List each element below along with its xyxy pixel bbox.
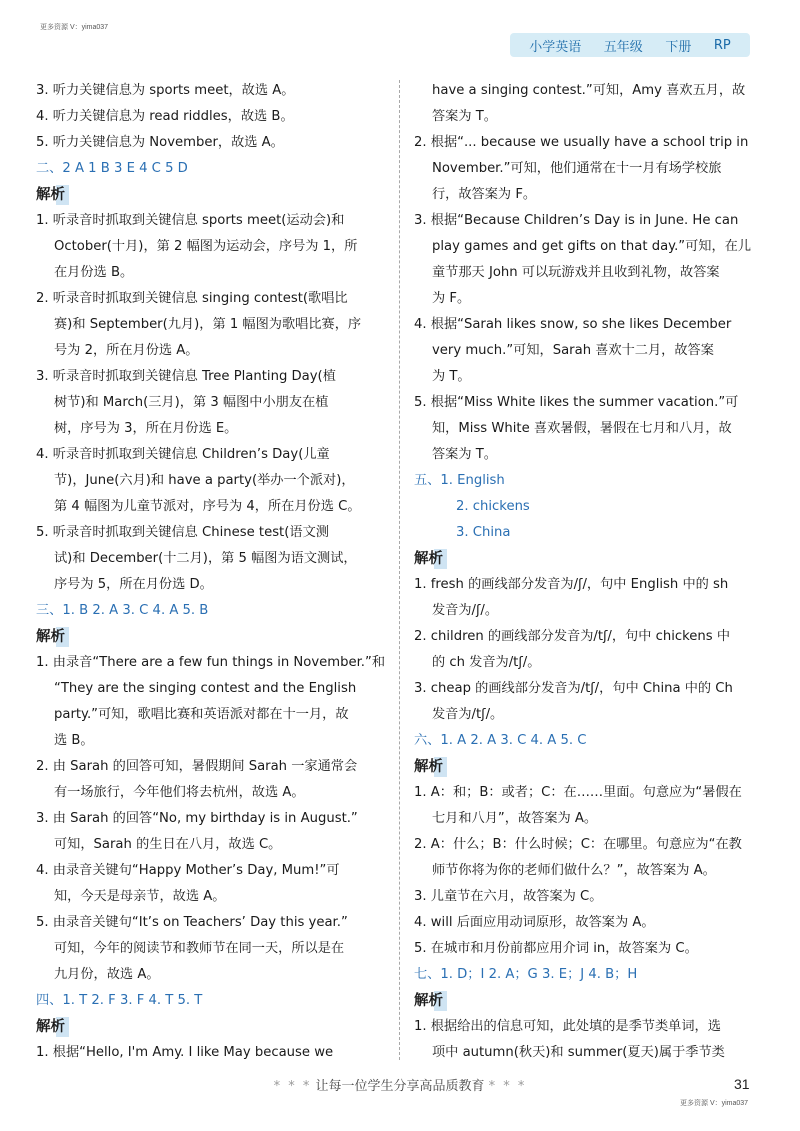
badge-subject: 小学英语 [529, 39, 582, 55]
analysis-line: 号为 2，所在月份选 A。 [54, 343, 199, 358]
analysis-label: 解析 [36, 185, 69, 205]
analysis-line: 2. A：什么；B：什么时候；C：在哪里。句意应为“在教 [414, 837, 742, 852]
answer-line: 5. 听力关键信息为 November，故选 A。 [36, 135, 284, 150]
analysis-line: 答案为 T。 [432, 109, 497, 124]
footer-stars-left: * * * [273, 1079, 312, 1094]
analysis-line: 项中 autumn(秋天)和 summer(夏天)属于季节类 [432, 1045, 725, 1060]
analysis-line: 七月和八月”，故答案为 A。 [432, 811, 598, 826]
analysis-line: 树，序号为 3，所在月份选 E。 [54, 421, 238, 436]
analysis-line: 2. 由 Sarah 的回答可知，暑假期间 Sarah 一家通常会 [36, 759, 358, 774]
analysis-line: 树节)和 March(三月)，第 3 幅图中小朋友在植 [54, 395, 329, 410]
analysis-line: 4. 由录音关键句“Happy Mother’s Day, Mum!”可 [36, 863, 340, 878]
analysis-line: 选 B。 [54, 733, 94, 748]
analysis-label: 解析 [414, 757, 447, 777]
section-answer: 二、2 A 1 B 3 E 4 C 5 D [36, 161, 188, 176]
analysis-line: 5. 听录音时抓取到关键信息 Chinese test(语文测 [36, 525, 329, 540]
analysis-line: 序号为 5，所在月份选 D。 [54, 577, 213, 592]
analysis-line: 有一场旅行，今年他们将去杭州，故选 A。 [54, 785, 305, 800]
section-answer: 七、1. D；I 2. A；G 3. E；J 4. B；H [414, 967, 638, 982]
bottom-watermark: 更多资源 V：yima037 [680, 1100, 749, 1107]
analysis-line: 1. 听录音时抓取到关键信息 sports meet(运动会)和 [36, 213, 345, 228]
analysis-line: 4. 听录音时抓取到关键信息 Children’s Day(儿童 [36, 447, 330, 462]
page-number: 31 [734, 1076, 750, 1092]
analysis-line: 答案为 T。 [432, 447, 497, 462]
analysis-line: 3. 根据“Because Children’s Day is in June. He can [414, 213, 739, 228]
analysis-line: 第 4 幅图为儿童节派对，序号为 4，所在月份选 C。 [54, 499, 361, 514]
analysis-line: 可知，今年的阅读节和教师节在同一天，所以是在 [54, 941, 345, 956]
analysis-line: 4. 根据“Sarah likes snow, so she likes December [414, 317, 732, 332]
analysis-line: 2. 听录音时抓取到关键信息 singing contest(歌唱比 [36, 291, 348, 306]
analysis-line: 赛)和 September(九月)，第 1 幅图为歌唱比赛，序 [54, 317, 362, 332]
footer-stars-right: * * * [488, 1079, 527, 1094]
section-answer: 五、1. English [414, 473, 505, 488]
section-answer: 三、1. B 2. A 3. C 4. A 5. B [36, 603, 209, 618]
analysis-line: 3. cheap 的画线部分发音为/tʃ/，句中 China 中的 Ch [414, 681, 733, 696]
analysis-line: 5. 根据“Miss White likes the summer vacation.”可 [414, 395, 739, 410]
analysis-line: 3. 听录音时抓取到关键信息 Tree Planting Day(植 [36, 369, 336, 384]
analysis-line: 为 F。 [432, 291, 471, 306]
analysis-line: very much.”可知，Sarah 喜欢十二月，故答案 [432, 343, 714, 358]
analysis-line: party.”可知，歌唱比赛和英语派对都在十一月，故 [54, 707, 349, 722]
analysis-line: 九月份，故选 A。 [54, 967, 160, 982]
analysis-line: 为 T。 [432, 369, 471, 384]
analysis-line: 行，故答案为 F。 [432, 187, 537, 202]
analysis-line: 的 ch 发音为/tʃ/。 [432, 655, 541, 670]
column-divider [399, 80, 400, 1060]
top-watermark: 更多资源 V：yima037 [40, 24, 109, 31]
section-answer: 2. chickens [456, 499, 530, 514]
badge-volume: 下册 [665, 39, 692, 55]
analysis-line: 试)和 December(十二月)，第 5 幅图为语文测试， [54, 551, 357, 566]
analysis-line: 童节那天 John 可以玩游戏并且收到礼物，故答案 [432, 265, 720, 280]
badge-grade: 五年级 [603, 39, 643, 55]
analysis-label: 解析 [414, 991, 447, 1011]
analysis-line: 知，今天是母亲节，故选 A。 [54, 889, 226, 904]
section-answer: 四、1. T 2. F 3. F 4. T 5. T [36, 993, 203, 1008]
analysis-line: 师节你将为你的老师们做什么？”，故答案为 A。 [432, 863, 716, 878]
answer-line: 3. 听力关键信息为 sports meet，故选 A。 [36, 83, 295, 98]
analysis-line: 发音为/ʃ/。 [432, 603, 499, 618]
analysis-line: 2. 根据“... because we usually have a school trip in [414, 135, 749, 150]
left-column [36, 78, 388, 1066]
book-badge [510, 33, 750, 57]
analysis-line: 5. 在城市和月份前都应用介词 in，故答案为 C。 [414, 941, 698, 956]
analysis-label: 解析 [414, 549, 447, 569]
analysis-line: 5. 由录音关键句“It’s on Teachers’ Day this year.” [36, 915, 348, 930]
analysis-line: 1. 根据给出的信息可知，此处填的是季节类单词，选 [414, 1019, 721, 1034]
analysis-line: November.”可知，他们通常在十一月有场学校旅 [432, 161, 722, 176]
footer-slogan [0, 1075, 800, 1094]
footer-slogan-text: 让每一位学生分享高品质教育 [315, 1079, 485, 1094]
analysis-line: 1. A：和；B：或者；C：在……里面。句意应为“暑假在 [414, 785, 742, 800]
analysis-line: play games and get gifts on that day.”可知，在儿 [432, 239, 752, 254]
analysis-line: 3. 儿童节在六月，故答案为 C。 [414, 889, 603, 904]
badge-edition: RP [713, 37, 731, 53]
section-answer: 3. China [456, 525, 511, 540]
analysis-line: 4. will 后面应用动词原形，故答案为 A。 [414, 915, 655, 930]
analysis-line: 1. 根据“Hello, I'm Amy. I like May because we [36, 1045, 334, 1060]
analysis-line: 节)，June(六月)和 have a party(举办一个派对)， [54, 473, 355, 488]
analysis-line: 1. 由录音“There are a few fun things in November.”和 [36, 655, 386, 670]
section-answer: 六、1. A 2. A 3. C 4. A 5. C [414, 733, 587, 748]
analysis-label: 解析 [36, 1017, 69, 1037]
analysis-line: “They are the singing contest and the English [54, 681, 357, 696]
right-column [414, 78, 766, 1066]
analysis-line: 知，Miss White 喜欢暑假，暑假在七月和八月，故 [432, 421, 732, 436]
analysis-line: 在月份选 B。 [54, 265, 134, 280]
answer-line: 4. 听力关键信息为 read riddles，故选 B。 [36, 109, 294, 124]
analysis-line: 1. fresh 的画线部分发音为/ʃ/，句中 English 中的 sh [414, 577, 729, 592]
analysis-label: 解析 [36, 627, 69, 647]
analysis-line: have a singing contest.”可知，Amy 喜欢五月，故 [432, 83, 746, 98]
analysis-line: 发音为/tʃ/。 [432, 707, 504, 722]
analysis-line: October(十月)，第 2 幅图为运动会，序号为 1，所 [54, 239, 358, 254]
analysis-line: 2. children 的画线部分发音为/tʃ/，句中 chickens 中 [414, 629, 731, 644]
analysis-line: 3. 由 Sarah 的回答“No, my birthday is in August.” [36, 811, 358, 826]
analysis-line: 可知，Sarah 的生日在八月，故选 C。 [54, 837, 282, 852]
